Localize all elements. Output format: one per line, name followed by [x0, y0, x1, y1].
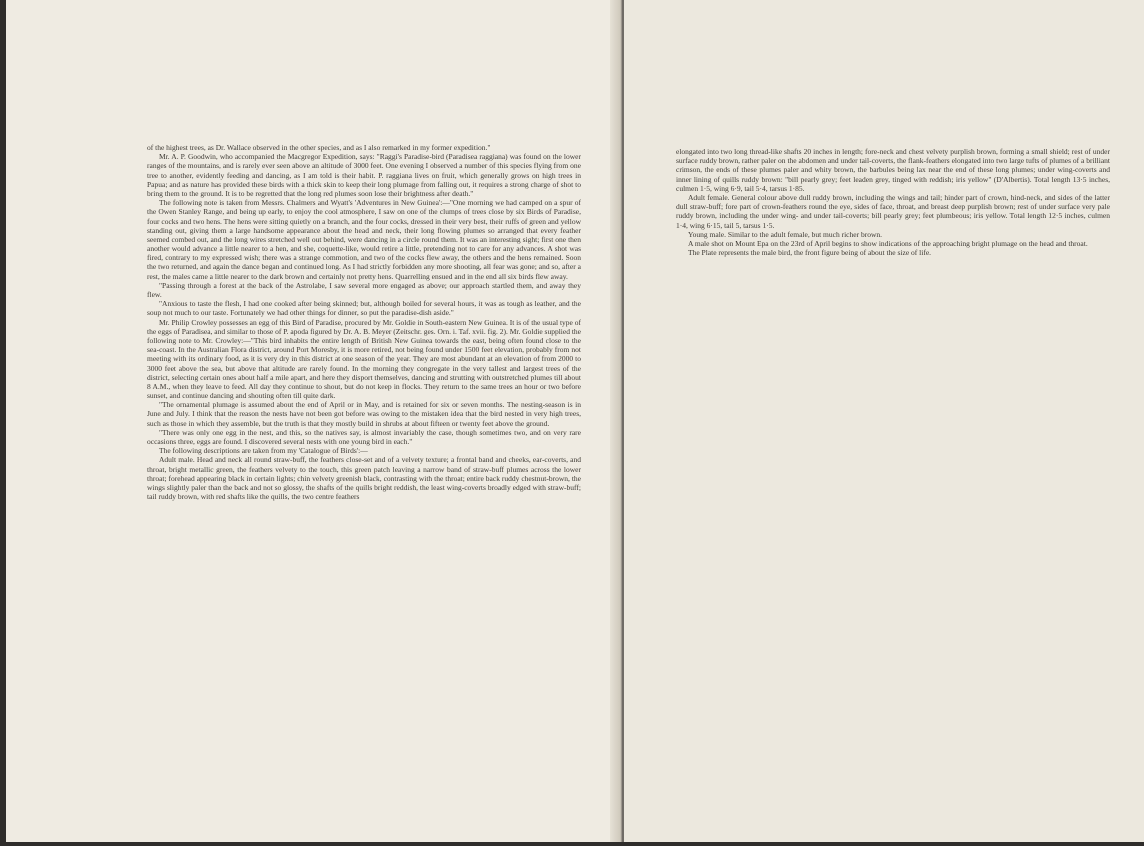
- right-page: [624, 0, 1144, 846]
- paragraph: "Anxious to taste the flesh, I had one cooked after being skinned; but, although boiled for several hours, it was as tough as leather, and the soup not much to our taste. Fortunately we had other things for dinner, so put the paradise-dish aside.": [147, 299, 581, 318]
- page-edge: [0, 0, 6, 846]
- paragraph: Adult female. General colour above dull ruddy brown, including the wings and tail; hinder part of crown, hind-neck, and sides of the latter dull straw-buff; fore part of crown-feathers round the eye, sides of face, throat, and breast deep purplish brown; rest of under surface very pale ruddy brown, including the under wing- and under tail-coverts; bill pearly grey; feet plumbeous; iris yellow. Total length 12·5 inches, culmen 1·4, wing 6·15, tail 5, tarsus 1·5.: [676, 192, 1110, 230]
- left-text-column: [147, 143, 581, 501]
- paragraph: "There was only one egg in the nest, and this, so the natives say, is almost invariably the case, though sometimes two, and on very rare occasions three, eggs are found. I discovered several nests with one young bird in each.": [147, 427, 581, 446]
- paragraph: The Plate represents the male bird, the front figure being of about the size of life.: [688, 248, 932, 258]
- paragraph: The following note is taken from Messrs. Chalmers and Wyatt's 'Adventures in New Guinea':—"One morning we had camped on a spur of the Owen Stanley Range, and being up early, to enjoy the cool atmosphere, I saw on one of the clumps of trees close by six Birds of Paradise, four cocks and two hens. The hens were sitting quietly on a branch, and the four cocks, dressed in their very best, their ruffs of green and yellow standing out, giving them a large handsome appearance about the head and neck, their long flowing plumes so arranged that every feather seemed combed out, and the long wires stretched well out behind, were dancing in a circle round them. It was an interesting sight; first one then another would advance a little nearer to a hen, and she, coquette-like, would retire a little, pretending not to care for any advances. A shot was fired, contrary to my expressed wish; there was a strange commotion, and two of the cocks flew away, the others and the hens remained. Soon the two returned, and again the dance began and continued long. As I had strictly forbidden any more shooting, all fear was gone; and so, after a rest, the males came a little nearer to the dark brown and certainly not pretty hens. Quarrelling ensued and in the end all six birds flew away.: [147, 198, 581, 281]
- paragraph: Mr. A. P. Goodwin, who accompanied the Macgregor Expedition, says: "Raggi's Paradise-bird (Paradisea raggiana) was found on the lower ranges of the mountains, and is rarely ever seen above an altitude of 3000 feet. One evening I observed a number of this species flying from one tree to another, evidently feeding and dancing, as I am told is their habit. P. raggiana lives on fruit, which generally grows on high trees in Papua; and as nature has provided these birds with a thick skin to keep their long plumage from falling out, it requires a strong charge of shot to bring them to the ground. It is to be regretted that the long red plumes soon lose their brightness after death.": [147, 152, 581, 198]
- paragraph: Mr. Philip Crowley possesses an egg of this Bird of Paradise, procured by Mr. Goldie in South-eastern New Guinea. It is of the usual type of the eggs of Paradisea, and similar to those of P. apoda figured by Dr. A. B. Meyer (Zeitschr. ges. Orn. i. Taf. xvii. fig. 2). Mr. Goldie supplied the following note to Mr. Crowley:—"This bird inhabits the entire length of British New Guinea towards the east, being often found close to the sea-coast. In the Australian Flora district, around Port Moresby, it is more retired, not being found under 1500 feet elevation, probably from not meeting with its ordinary food, as it is very dry in this district at one season of the year. They are most abundant at an elevation of from 2000 to 3000 feet above the sea, but above that altitude are rarely found. In the morning they congregate in the very tallest and largest trees of the district, selecting certain ones about half a mile apart, and here they disport themselves, dancing and strutting with outstretched plumes till about 8 A.M., when they leave to feed. All day they continue to shout, but do not keep in flocks. They return to the same trees an hour or two before sunset, and continue dancing and shouting often till quite dark.: [147, 317, 581, 401]
- paragraph: elongated into two long thread-like shafts 20 inches in length; fore-neck and chest velvety purplish brown, forming a small shield; rest of under surface ruddy brown, rather paler on the abdomen and under tail-coverts, the flank-feathers elongated into two large tufts of plumes of a brilliant crimson, the ends of these plumes paler and whity brown, the barbules being lax near the end of these long plumes; under wing-coverts and inner lining of quills ruddy brown: "bill pearly grey; feet leaden grey, tinged with reddish; iris yellow" (D'Albertis). Total length 13·5 inches, culmen 1·5, wing 6·9, tail 5·4, tarsus 1·85.: [676, 147, 1110, 193]
- paragraph: A male shot on Mount Epa on the 23rd of April begins to show indications of the approaching bright plumage on the head and throat.: [688, 238, 1088, 248]
- paragraph: The following descriptions are taken from my 'Catalogue of Birds':—: [159, 446, 368, 456]
- paragraph: of the highest trees, as Dr. Wallace observed in the other species, and as I also remarked in my former expedition.": [147, 143, 491, 152]
- paragraph: "Passing through a forest at the back of the Astrolabe, I saw several more engaged as above; our approach startled them, and away they flew.: [147, 280, 581, 299]
- paragraph: "The ornamental plumage is assumed about the end of April or in May, and is retained for six or seven months. The nesting-season is in June and July. I think that the reason the nests have not been got before was owing to the mistaken idea that the bird nested in very high trees, such as those in which they assemble, but the truth is that they mostly build in shrubs at about fifteen or twenty feet above the ground.: [147, 400, 581, 428]
- page-bottom-edge: [0, 842, 1144, 846]
- right-text-column: [676, 147, 1110, 257]
- paragraph: Adult male. Head and neck all round straw-buff, the feathers close-set and of a velvety texture; a frontal band and cheeks, ear-coverts, and throat, bright metallic green, the feathers velvety to the touch, this green patch leaving a narrow band of straw-buff plumes across the lower throat; forehead appearing black in certain lights; chin velvety greenish black, contrasting with the throat; entire back ruddy chestnut-brown, the wings slightly paler than the back and not so glossy, the shafts of the quills bright reddish, the least wing-coverts broadly edged with straw-buff; tail ruddy brown, with red shafts like the quills, the two centre feathers: [147, 455, 581, 502]
- paragraph: Young male. Similar to the adult female, but much richer brown.: [688, 229, 882, 239]
